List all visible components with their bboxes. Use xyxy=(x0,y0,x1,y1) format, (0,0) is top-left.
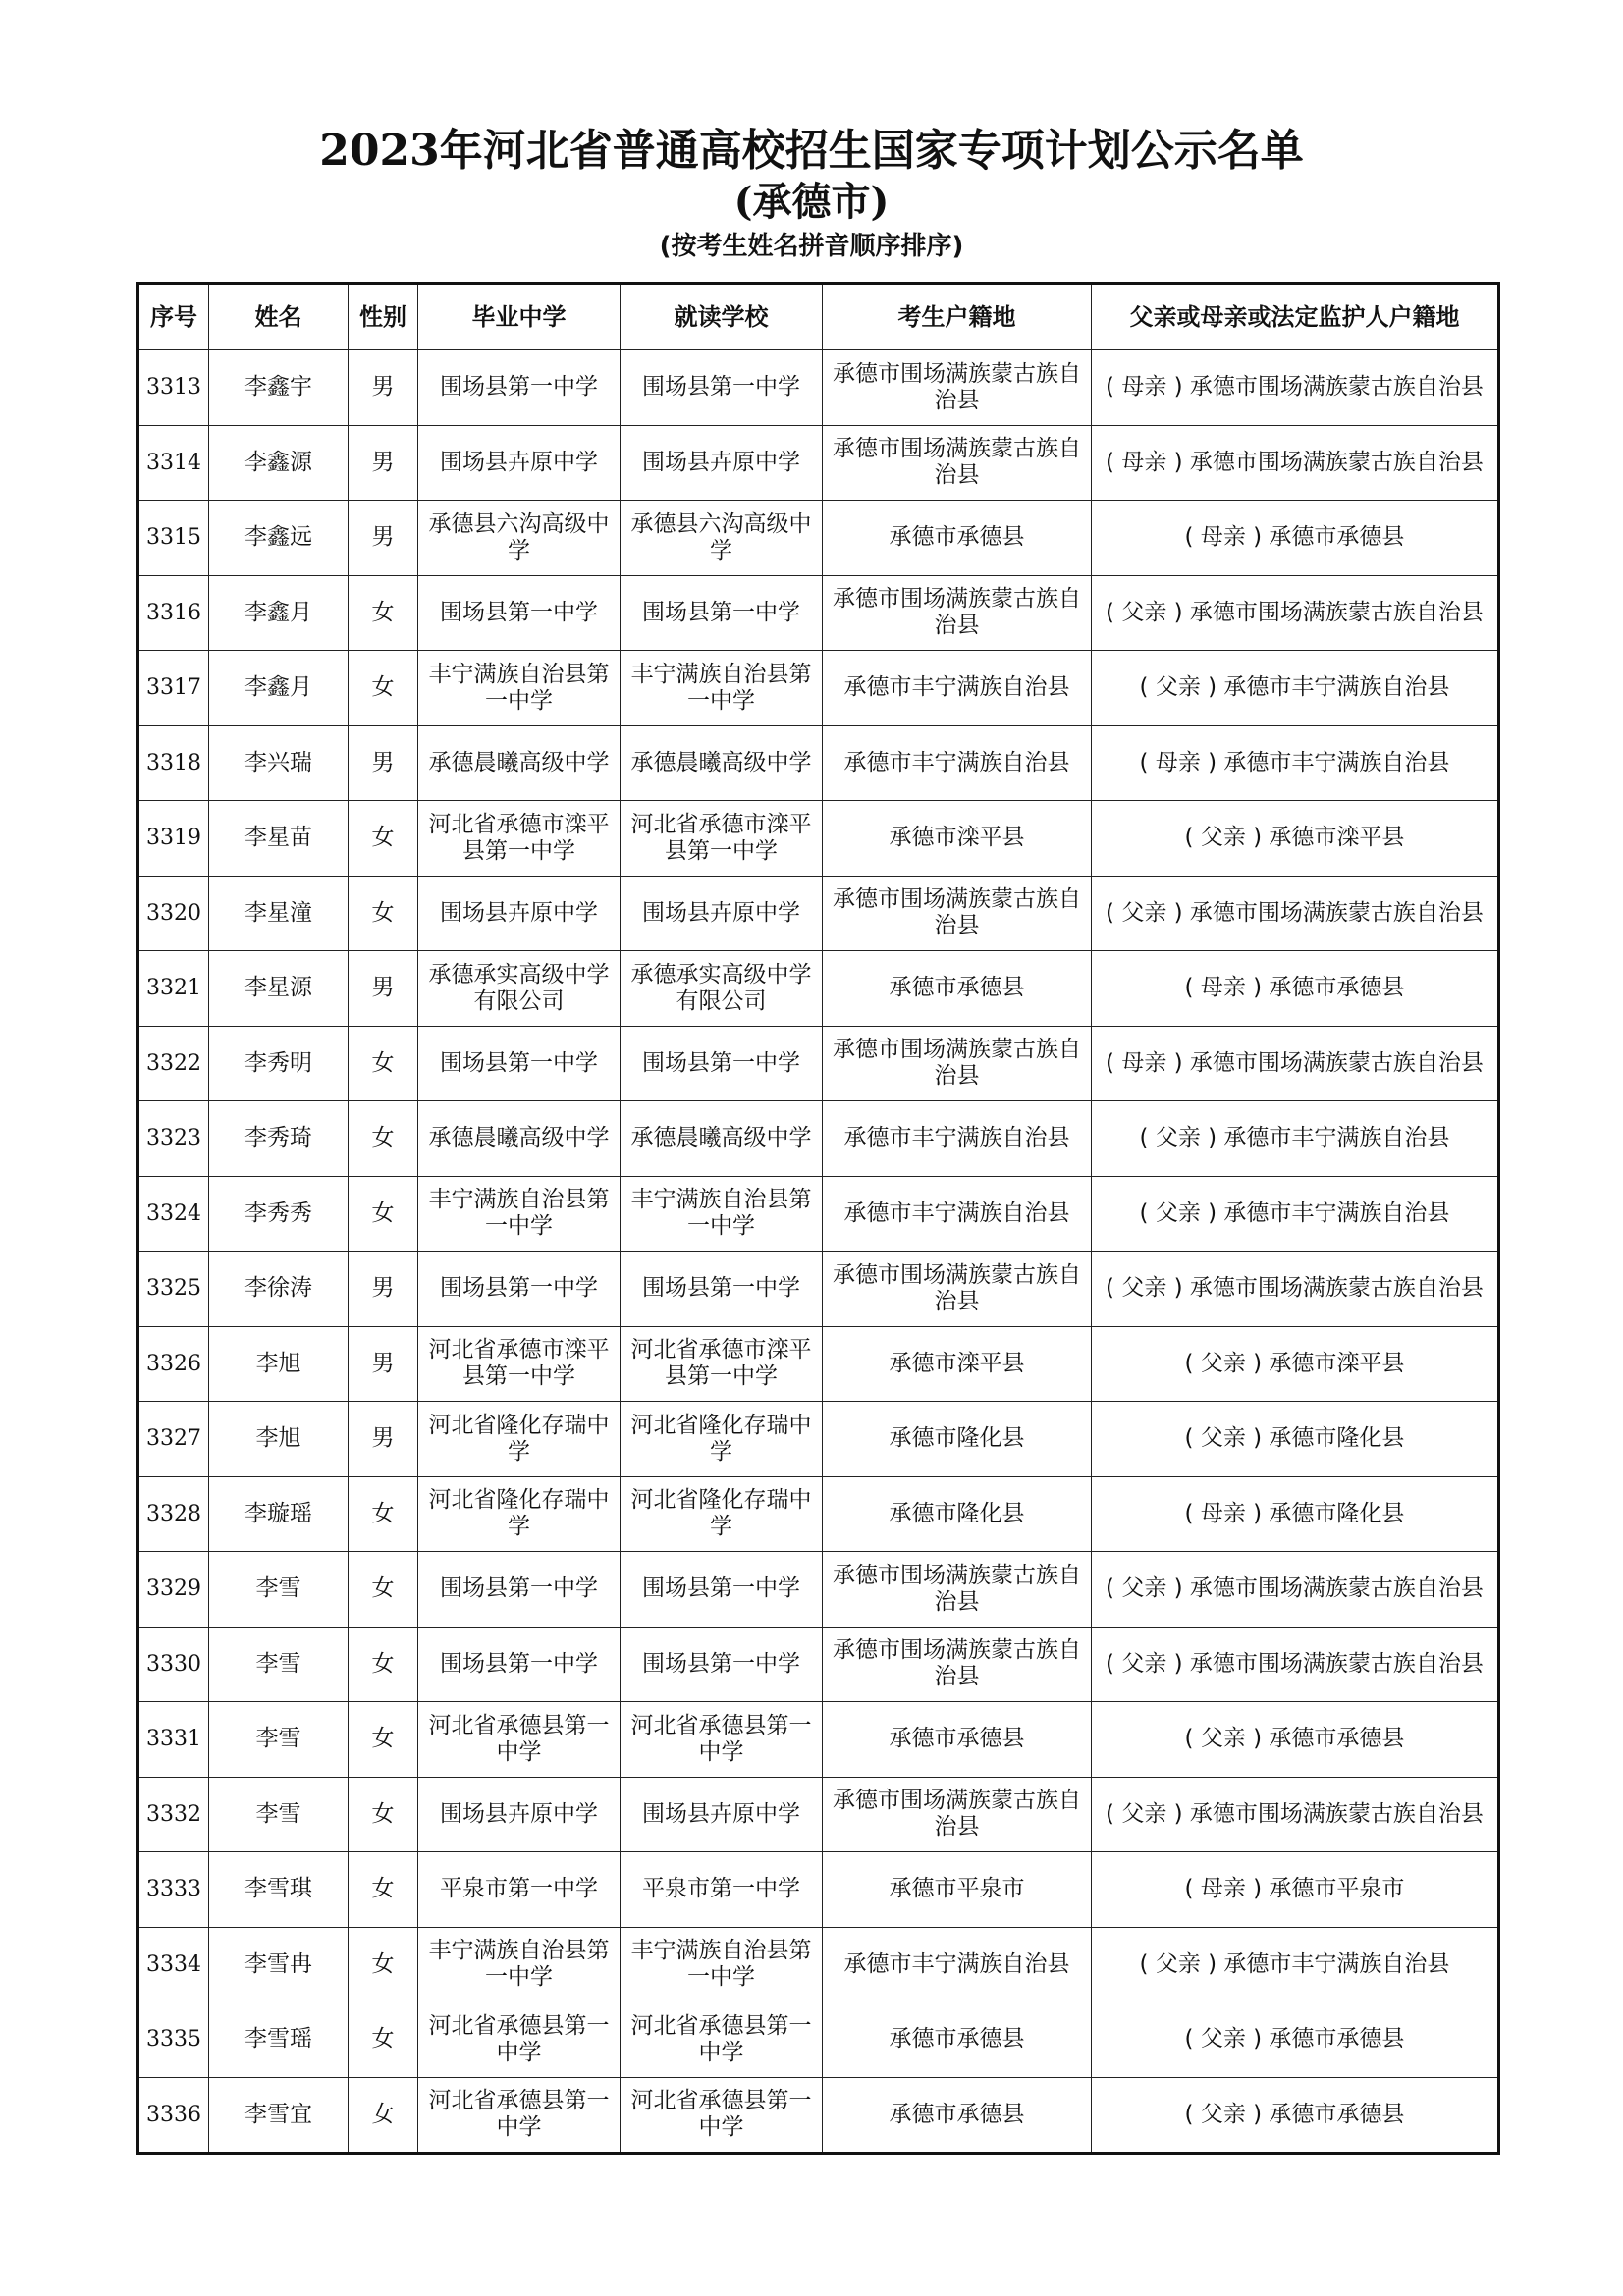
table-row xyxy=(138,2002,1499,2078)
cell-hukou: 承德市丰宁满族自治县 xyxy=(823,651,1092,726)
cell-hukou: 承德市滦平县 xyxy=(823,801,1092,877)
cell-seq: 3328 xyxy=(138,1476,209,1552)
cell-gender: 男 xyxy=(349,425,418,501)
cell-name: 李星源 xyxy=(209,951,349,1027)
cell-name: 李雪琪 xyxy=(209,1852,349,1928)
cell-hukou: 承德市承德县 xyxy=(823,2077,1092,2154)
cell-hukou: 承德市丰宁满族自治县 xyxy=(823,1176,1092,1252)
cell-seq: 3324 xyxy=(138,1176,209,1252)
cell-seq: 3319 xyxy=(138,801,209,877)
sort-note: (按考生姓名拼音顺序排序) xyxy=(659,232,964,261)
cell-gender: 女 xyxy=(349,876,418,951)
table-row xyxy=(138,1101,1499,1177)
column-header-current-school: 就读学校 xyxy=(621,284,823,350)
cell-guardian-hukou: ( 父亲 ) 承德市围场满族蒙古族自治县 xyxy=(1092,1777,1499,1852)
cell-seq: 3321 xyxy=(138,951,209,1027)
cell-current-school: 丰宁满族自治县第一中学 xyxy=(621,1927,823,2002)
cell-guardian-hukou: ( 父亲 ) 承德市承德县 xyxy=(1092,2002,1499,2078)
cell-gender: 女 xyxy=(349,1101,418,1177)
cell-guardian-hukou: ( 父亲 ) 承德市隆化县 xyxy=(1092,1402,1499,1477)
cell-gender: 女 xyxy=(349,1627,418,1702)
cell-name: 李鑫宇 xyxy=(209,350,349,426)
cell-guardian-hukou: ( 父亲 ) 承德市围场满族蒙古族自治县 xyxy=(1092,1252,1499,1327)
table-header-row xyxy=(138,284,1499,350)
cell-hukou: 承德市平泉市 xyxy=(823,1852,1092,1928)
cell-hukou: 承德市承德县 xyxy=(823,501,1092,576)
column-header-seq: 序号 xyxy=(138,284,209,350)
cell-current-school: 河北省隆化存瑞中学 xyxy=(621,1476,823,1552)
column-header-hukou: 考生户籍地 xyxy=(823,284,1092,350)
table-row xyxy=(138,350,1499,426)
table-row xyxy=(138,876,1499,951)
cell-hukou: 承德市隆化县 xyxy=(823,1476,1092,1552)
cell-grad-school: 河北省隆化存瑞中学 xyxy=(418,1476,621,1552)
cell-current-school: 河北省承德县第一中学 xyxy=(621,1702,823,1778)
column-header-grad-school: 毕业中学 xyxy=(418,284,621,350)
table-row xyxy=(138,1326,1499,1402)
cell-grad-school: 承德晨曦高级中学 xyxy=(418,725,621,801)
cell-gender: 女 xyxy=(349,1476,418,1552)
cell-name: 李秀琦 xyxy=(209,1101,349,1177)
cell-name: 李雪 xyxy=(209,1702,349,1778)
table-row xyxy=(138,801,1499,877)
cell-grad-school: 围场县第一中学 xyxy=(418,1252,621,1327)
cell-hukou: 承德市承德县 xyxy=(823,2002,1092,2078)
cell-grad-school: 丰宁满族自治县第一中学 xyxy=(418,651,621,726)
cell-guardian-hukou: ( 母亲 ) 承德市承德县 xyxy=(1092,951,1499,1027)
cell-name: 李雪冉 xyxy=(209,1927,349,2002)
cell-gender: 男 xyxy=(349,1402,418,1477)
cell-name: 李鑫月 xyxy=(209,575,349,651)
cell-guardian-hukou: ( 父亲 ) 承德市围场满族蒙古族自治县 xyxy=(1092,1627,1499,1702)
cell-grad-school: 围场县第一中学 xyxy=(418,575,621,651)
cell-grad-school: 河北省承德县第一中学 xyxy=(418,1702,621,1778)
column-header-name: 姓名 xyxy=(209,284,349,350)
cell-grad-school: 河北省隆化存瑞中学 xyxy=(418,1402,621,1477)
cell-guardian-hukou: ( 母亲 ) 承德市丰宁满族自治县 xyxy=(1092,725,1499,801)
cell-seq: 3330 xyxy=(138,1627,209,1702)
cell-seq: 3333 xyxy=(138,1852,209,1928)
cell-grad-school: 围场县卉原中学 xyxy=(418,425,621,501)
cell-seq: 3329 xyxy=(138,1552,209,1628)
cell-gender: 男 xyxy=(349,951,418,1027)
cell-gender: 男 xyxy=(349,725,418,801)
cell-gender: 女 xyxy=(349,2002,418,2078)
cell-grad-school: 河北省承德市滦平县第一中学 xyxy=(418,1326,621,1402)
cell-seq: 3322 xyxy=(138,1026,209,1101)
cell-gender: 男 xyxy=(349,501,418,576)
cell-name: 李兴瑞 xyxy=(209,725,349,801)
cell-hukou: 承德市围场满族蒙古族自治县 xyxy=(823,1026,1092,1101)
page-subtitle: (承德市) xyxy=(733,179,890,225)
cell-guardian-hukou: ( 父亲 ) 承德市围场满族蒙古族自治县 xyxy=(1092,1552,1499,1628)
cell-current-school: 围场县卉原中学 xyxy=(621,1777,823,1852)
cell-grad-school: 承德承实高级中学有限公司 xyxy=(418,951,621,1027)
cell-grad-school: 平泉市第一中学 xyxy=(418,1852,621,1928)
cell-hukou: 承德市丰宁满族自治县 xyxy=(823,1927,1092,2002)
cell-name: 李雪 xyxy=(209,1627,349,1702)
cell-seq: 3313 xyxy=(138,350,209,426)
cell-current-school: 围场县第一中学 xyxy=(621,575,823,651)
cell-seq: 3325 xyxy=(138,1252,209,1327)
table-row xyxy=(138,1627,1499,1702)
cell-hukou: 承德市丰宁满族自治县 xyxy=(823,725,1092,801)
table-row xyxy=(138,725,1499,801)
cell-hukou: 承德市围场满族蒙古族自治县 xyxy=(823,1252,1092,1327)
cell-guardian-hukou: ( 母亲 ) 承德市承德县 xyxy=(1092,501,1499,576)
cell-seq: 3326 xyxy=(138,1326,209,1402)
cell-gender: 女 xyxy=(349,651,418,726)
table-row xyxy=(138,651,1499,726)
table-row xyxy=(138,1176,1499,1252)
table-row xyxy=(138,501,1499,576)
cell-name: 李雪宜 xyxy=(209,2077,349,2154)
cell-grad-school: 围场县第一中学 xyxy=(418,1552,621,1628)
cell-guardian-hukou: ( 母亲 ) 承德市围场满族蒙古族自治县 xyxy=(1092,350,1499,426)
cell-current-school: 丰宁满族自治县第一中学 xyxy=(621,1176,823,1252)
cell-current-school: 河北省承德市滦平县第一中学 xyxy=(621,1326,823,1402)
cell-gender: 女 xyxy=(349,2077,418,2154)
cell-grad-school: 河北省承德市滦平县第一中学 xyxy=(418,801,621,877)
cell-current-school: 围场县第一中学 xyxy=(621,1026,823,1101)
cell-hukou: 承德市围场满族蒙古族自治县 xyxy=(823,1777,1092,1852)
table-row xyxy=(138,951,1499,1027)
cell-current-school: 围场县第一中学 xyxy=(621,350,823,426)
cell-seq: 3332 xyxy=(138,1777,209,1852)
cell-hukou: 承德市围场满族蒙古族自治县 xyxy=(823,350,1092,426)
cell-current-school: 围场县卉原中学 xyxy=(621,876,823,951)
cell-guardian-hukou: ( 父亲 ) 承德市滦平县 xyxy=(1092,1326,1499,1402)
cell-seq: 3335 xyxy=(138,2002,209,2078)
cell-gender: 女 xyxy=(349,575,418,651)
cell-current-school: 平泉市第一中学 xyxy=(621,1852,823,1928)
table-row xyxy=(138,1702,1499,1778)
cell-seq: 3318 xyxy=(138,725,209,801)
cell-grad-school: 河北省承德县第一中学 xyxy=(418,2002,621,2078)
cell-guardian-hukou: ( 父亲 ) 承德市丰宁满族自治县 xyxy=(1092,1927,1499,2002)
cell-hukou: 承德市围场满族蒙古族自治县 xyxy=(823,1627,1092,1702)
cell-hukou: 承德市围场满族蒙古族自治县 xyxy=(823,575,1092,651)
cell-seq: 3314 xyxy=(138,425,209,501)
table-row xyxy=(138,2077,1499,2154)
cell-guardian-hukou: ( 父亲 ) 承德市丰宁满族自治县 xyxy=(1092,1176,1499,1252)
cell-gender: 女 xyxy=(349,1026,418,1101)
table-row xyxy=(138,1927,1499,2002)
table-row xyxy=(138,1402,1499,1477)
cell-current-school: 围场县第一中学 xyxy=(621,1252,823,1327)
cell-name: 李秀明 xyxy=(209,1026,349,1101)
cell-grad-school: 丰宁满族自治县第一中学 xyxy=(418,1176,621,1252)
cell-current-school: 河北省承德市滦平县第一中学 xyxy=(621,801,823,877)
cell-gender: 男 xyxy=(349,1252,418,1327)
column-header-gender: 性别 xyxy=(349,284,418,350)
cell-current-school: 承德晨曦高级中学 xyxy=(621,725,823,801)
cell-grad-school: 承德晨曦高级中学 xyxy=(418,1101,621,1177)
table-row xyxy=(138,575,1499,651)
cell-seq: 3336 xyxy=(138,2077,209,2154)
cell-current-school: 河北省承德县第一中学 xyxy=(621,2077,823,2154)
cell-hukou: 承德市承德县 xyxy=(823,951,1092,1027)
cell-guardian-hukou: ( 父亲 ) 承德市围场满族蒙古族自治县 xyxy=(1092,575,1499,651)
cell-seq: 3323 xyxy=(138,1101,209,1177)
cell-gender: 女 xyxy=(349,1927,418,2002)
cell-current-school: 承德县六沟高级中学 xyxy=(621,501,823,576)
cell-hukou: 承德市围场满族蒙古族自治县 xyxy=(823,425,1092,501)
cell-name: 李璇瑶 xyxy=(209,1476,349,1552)
cell-name: 李星潼 xyxy=(209,876,349,951)
cell-current-school: 围场县第一中学 xyxy=(621,1552,823,1628)
table-row xyxy=(138,1252,1499,1327)
cell-seq: 3327 xyxy=(138,1402,209,1477)
cell-seq: 3331 xyxy=(138,1702,209,1778)
cell-grad-school: 丰宁满族自治县第一中学 xyxy=(418,1927,621,2002)
cell-name: 李雪 xyxy=(209,1552,349,1628)
cell-grad-school: 围场县第一中学 xyxy=(418,350,621,426)
cell-gender: 女 xyxy=(349,801,418,877)
cell-seq: 3334 xyxy=(138,1927,209,2002)
cell-current-school: 围场县第一中学 xyxy=(621,1627,823,1702)
table-row xyxy=(138,425,1499,501)
cell-hukou: 承德市丰宁满族自治县 xyxy=(823,1101,1092,1177)
cell-grad-school: 围场县卉原中学 xyxy=(418,1777,621,1852)
cell-guardian-hukou: ( 父亲 ) 承德市滦平县 xyxy=(1092,801,1499,877)
cell-grad-school: 围场县卉原中学 xyxy=(418,876,621,951)
cell-name: 李鑫源 xyxy=(209,425,349,501)
cell-seq: 3316 xyxy=(138,575,209,651)
roster-table xyxy=(136,282,1500,2155)
table-row xyxy=(138,1852,1499,1928)
cell-gender: 女 xyxy=(349,1176,418,1252)
cell-guardian-hukou: ( 父亲 ) 承德市丰宁满族自治县 xyxy=(1092,651,1499,726)
cell-gender: 男 xyxy=(349,1326,418,1402)
cell-seq: 3317 xyxy=(138,651,209,726)
cell-name: 李鑫远 xyxy=(209,501,349,576)
cell-seq: 3320 xyxy=(138,876,209,951)
cell-current-school: 承德晨曦高级中学 xyxy=(621,1101,823,1177)
cell-current-school: 围场县卉原中学 xyxy=(621,425,823,501)
cell-name: 李雪 xyxy=(209,1777,349,1852)
cell-hukou: 承德市滦平县 xyxy=(823,1326,1092,1402)
cell-hukou: 承德市隆化县 xyxy=(823,1402,1092,1477)
cell-name: 李鑫月 xyxy=(209,651,349,726)
cell-hukou: 承德市围场满族蒙古族自治县 xyxy=(823,876,1092,951)
cell-grad-school: 围场县第一中学 xyxy=(418,1627,621,1702)
cell-guardian-hukou: ( 母亲 ) 承德市围场满族蒙古族自治县 xyxy=(1092,1026,1499,1101)
cell-gender: 女 xyxy=(349,1777,418,1852)
cell-hukou: 承德市围场满族蒙古族自治县 xyxy=(823,1552,1092,1628)
table-row xyxy=(138,1026,1499,1101)
roster-table-body xyxy=(138,350,1499,2154)
cell-name: 李雪瑶 xyxy=(209,2002,349,2078)
cell-gender: 女 xyxy=(349,1552,418,1628)
cell-guardian-hukou: ( 父亲 ) 承德市承德县 xyxy=(1092,2077,1499,2154)
cell-name: 李徐涛 xyxy=(209,1252,349,1327)
cell-current-school: 承德承实高级中学有限公司 xyxy=(621,951,823,1027)
table-row xyxy=(138,1777,1499,1852)
cell-grad-school: 围场县第一中学 xyxy=(418,1026,621,1101)
cell-name: 李秀秀 xyxy=(209,1176,349,1252)
cell-hukou: 承德市承德县 xyxy=(823,1702,1092,1778)
cell-current-school: 丰宁满族自治县第一中学 xyxy=(621,651,823,726)
cell-gender: 女 xyxy=(349,1852,418,1928)
cell-current-school: 河北省承德县第一中学 xyxy=(621,2002,823,2078)
cell-current-school: 河北省隆化存瑞中学 xyxy=(621,1402,823,1477)
cell-guardian-hukou: ( 母亲 ) 承德市隆化县 xyxy=(1092,1476,1499,1552)
table-row xyxy=(138,1476,1499,1552)
cell-grad-school: 河北省承德县第一中学 xyxy=(418,2077,621,2154)
column-header-guardian-hukou: 父亲或母亲或法定监护人户籍地 xyxy=(1092,284,1499,350)
cell-name: 李旭 xyxy=(209,1326,349,1402)
cell-gender: 女 xyxy=(349,1702,418,1778)
table-row xyxy=(138,1552,1499,1628)
cell-guardian-hukou: ( 母亲 ) 承德市平泉市 xyxy=(1092,1852,1499,1928)
cell-grad-school: 承德县六沟高级中学 xyxy=(418,501,621,576)
cell-guardian-hukou: ( 父亲 ) 承德市围场满族蒙古族自治县 xyxy=(1092,876,1499,951)
cell-guardian-hukou: ( 母亲 ) 承德市围场满族蒙古族自治县 xyxy=(1092,425,1499,501)
cell-gender: 男 xyxy=(349,350,418,426)
cell-name: 李旭 xyxy=(209,1402,349,1477)
cell-seq: 3315 xyxy=(138,501,209,576)
page-title: 2023年河北省普通高校招生国家专项计划公示名单 xyxy=(319,126,1304,176)
cell-guardian-hukou: ( 父亲 ) 承德市丰宁满族自治县 xyxy=(1092,1101,1499,1177)
cell-name: 李星苗 xyxy=(209,801,349,877)
cell-guardian-hukou: ( 父亲 ) 承德市承德县 xyxy=(1092,1702,1499,1778)
